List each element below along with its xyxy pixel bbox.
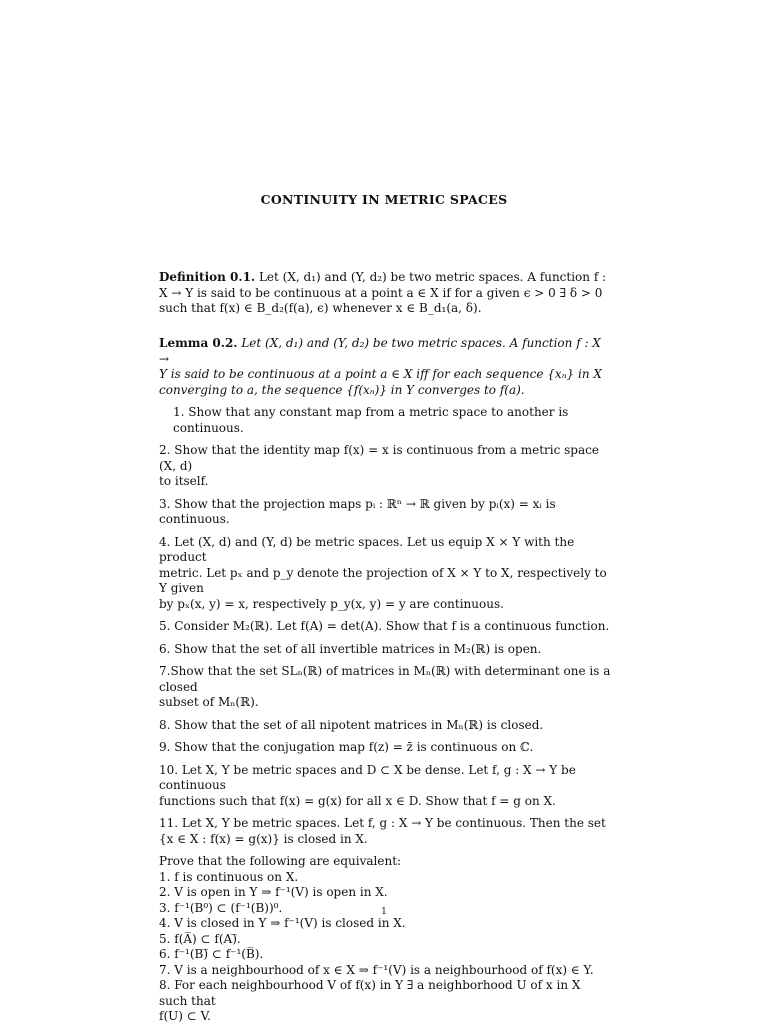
equivalence-item: 8. For each neighbourhood V of f(x) in Y ∃ a neighborhood U of x in X such that xyxy=(159,978,581,1008)
exercise-line: by pₓ(x, y) = x, respectively p_y(x, y) = y are continuous. xyxy=(159,596,504,611)
exercise-line: 1. Show that any constant map from a metric space to another is continuous. xyxy=(173,405,569,435)
exercise-line: 11. Let X, Y be metric spaces. Let f, g : X → Y be continuous. Then the set xyxy=(159,816,606,830)
definition-line: such that f(x) ∈ B_d₂(f(a), ϵ) whenever x ∈ B_d₁(a, δ). xyxy=(159,301,482,315)
exercise-item xyxy=(159,497,611,528)
exercise-line: 3. Show that the projection maps pᵢ : ℝⁿ → ℝ given by pᵢ(x) = xᵢ is continuous. xyxy=(159,496,556,526)
equivalence-item: 5. f(A̅) ⊂ f(A)̅. xyxy=(159,931,241,946)
exercise-item xyxy=(159,718,611,734)
equivalence-item: 2. V is open in Y ⇒ f⁻¹(V) is open in X. xyxy=(159,885,388,899)
exercise-item xyxy=(159,619,611,635)
exercise-line: 5. Consider M₂(ℝ). Let f(A) = det(A). Show that f is a continuous function. xyxy=(159,619,610,633)
exercise-line: to itself. xyxy=(159,474,209,488)
lemma-block xyxy=(159,336,611,398)
exercise-line: 8. Show that the set of all nipotent matrices in Mₙ(ℝ) is closed. xyxy=(159,717,544,732)
exercise-line: 6. Show that the set of all invertible matrices in M₂(ℝ) is open. xyxy=(159,641,542,656)
exercise-line: metric. Let pₓ and p_y denote the projection of X × Y to X, respectively to Y given xyxy=(159,565,607,595)
exercise-line: {x ∈ X : f(x) = g(x)} is closed in X. xyxy=(159,831,368,846)
equivalence-item: 4. V is closed in Y ⇒ f⁻¹(V) is closed in X. xyxy=(159,916,406,930)
lemma-line: Let (X, d₁) and (Y, d₂) be two metric spaces. A function f : X → xyxy=(159,336,601,366)
equivalence-list xyxy=(159,854,611,1025)
exercise-item xyxy=(159,405,611,436)
equivalence-item: 1. f is continuous on X. xyxy=(159,869,299,884)
exercise-line: 9. Show that the conjugation map f(z) = z̄ is continuous on ℂ. xyxy=(159,740,534,754)
definition-line: X → Y is said to be continuous at a point a ∈ X if for a given ϵ > 0 ∃ δ > 0 xyxy=(159,285,603,300)
exercise-line: 10. Let X, Y be metric spaces and D ⊂ X be dense. Let f, g : X → Y be continuous xyxy=(159,762,576,792)
exercise-item xyxy=(159,763,611,810)
equivalence-item: 6. f⁻¹(B)̅ ⊂ f⁻¹(B̅). xyxy=(159,947,264,961)
definition-block xyxy=(159,270,611,317)
equivalence-item: f(U) ⊂ V. xyxy=(159,1009,211,1023)
exercise-item xyxy=(159,535,611,613)
page-number: 1 xyxy=(381,907,387,917)
definition-line: Let (X, d₁) and (Y, d₂) be two metric spaces. A function f : xyxy=(258,270,607,284)
exercise-list xyxy=(159,405,611,1025)
exercise-line: functions such that f(x) = g(x) for all x ∈ D. Show that f = g on X. xyxy=(159,793,556,808)
lemma-line: converging to a, the sequence {f(xₙ)} in Y converges to f(a). xyxy=(159,382,525,397)
equivalence-item: 3. f⁻¹(B⁰) ⊂ (f⁻¹(B))⁰. xyxy=(159,900,283,915)
lemma-line: Y is said to be continuous at a point a ∈ X iff for each sequence {xₙ} in X xyxy=(159,367,602,381)
definition-label: Definition 0.1. xyxy=(159,270,256,284)
exercise-item xyxy=(159,664,611,711)
exercise-item xyxy=(159,642,611,658)
exercise-line: 4. Let (X, d) and (Y, d) be metric spaces. Let us equip X × Y with the product xyxy=(159,534,575,564)
exercise-item xyxy=(159,740,611,756)
exercise-line: subset of Mₙ(ℝ). xyxy=(159,695,259,709)
equivalence-intro: Prove that the following are equivalent: xyxy=(159,854,402,868)
exercise-line: 2. Show that the identity map f(x) = x is continuous from a metric space (X, d) xyxy=(159,443,599,473)
equivalence-item: 7. V is a neighbourhood of x ∈ X ⇒ f⁻¹(V) is a neighbourhood of f(x) ∈ Y. xyxy=(159,962,594,977)
lemma-label: Lemma 0.2. xyxy=(159,336,238,350)
page-title: CONTINUITY IN METRIC SPACES xyxy=(260,192,508,207)
exercise-line: 7.Show that the set SLₙ(ℝ) of matrices in Mₙ(ℝ) with determinant one is a closed xyxy=(159,664,611,694)
exercise-item xyxy=(159,816,611,847)
exercise-item xyxy=(159,443,611,490)
